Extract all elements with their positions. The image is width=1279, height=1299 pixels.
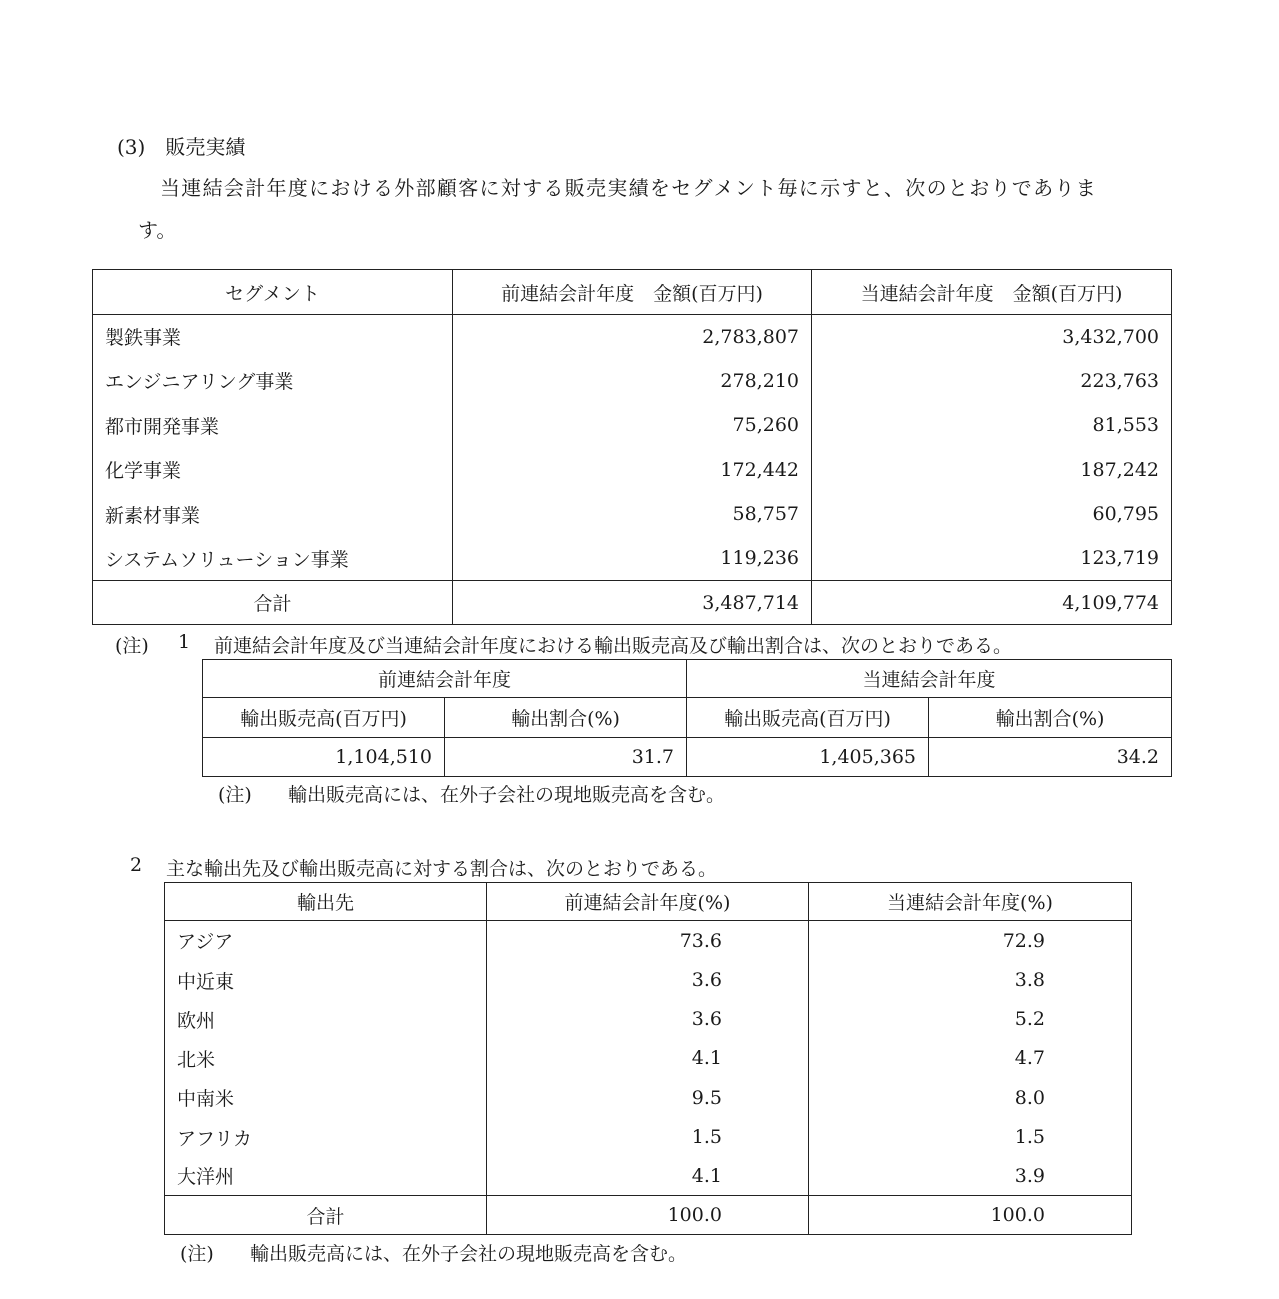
table-row: [203, 738, 1172, 777]
total-curr-amount: 4,109,774: [812, 581, 1172, 625]
table-row: [165, 1000, 1132, 1039]
export-ratio-curr: 34.2: [929, 738, 1172, 777]
segment-name: 都市開発事業: [93, 403, 453, 448]
destination-name: 中南米: [165, 1078, 487, 1118]
table-row: [93, 359, 1172, 403]
prev-pct: 4.1: [487, 1039, 809, 1078]
export-sales-curr: 1,405,365: [687, 738, 929, 777]
dest-note-text: 輸出販売高には、在外子会社の現地販売高を含む。: [250, 1243, 688, 1265]
section-heading: (3) 販売実績: [117, 135, 246, 159]
note1-number: 1: [178, 631, 191, 653]
curr-amount: 123,719: [812, 537, 1172, 581]
dest-note-label: (注): [180, 1243, 214, 1265]
note1-text: 前連結会計年度及び当連結会計年度における輸出販売高及び輸出割合は、次のとおりである。: [214, 635, 1013, 657]
export-note-text: 輸出販売高には、在外子会社の現地販売高を含む。: [288, 784, 726, 806]
export-note-label: (注): [218, 784, 252, 806]
total-prev-amount: 3,487,714: [453, 581, 812, 625]
destination-name: 大洋州: [165, 1157, 487, 1196]
note2-number: 2: [130, 854, 143, 876]
prev-pct: 4.1: [487, 1157, 809, 1196]
export-ratio-header-curr: 輸出割合(%): [929, 698, 1172, 738]
table-row: [165, 921, 1132, 961]
curr-pct: 1.5: [809, 1118, 1132, 1157]
destination-table: [164, 882, 1132, 1235]
table-row: [93, 537, 1172, 581]
curr-amount: 81,553: [812, 403, 1172, 448]
header-prev-year-amount: 前連結会計年度 金額(百万円): [453, 270, 812, 315]
segment-name: システムソリューション事業: [93, 537, 453, 581]
segment-name: 新素材事業: [93, 492, 453, 537]
export-curr-year-header: 当連結会計年度: [687, 660, 1172, 698]
total-label: 合計: [165, 1196, 487, 1235]
table-row: [93, 492, 1172, 537]
prev-pct: 1.5: [487, 1118, 809, 1157]
curr-pct: 4.7: [809, 1039, 1132, 1078]
total-row: [93, 581, 1172, 625]
table-row: [93, 315, 1172, 359]
header-curr-year-amount: 当連結会計年度 金額(百万円): [812, 270, 1172, 315]
table-row: [165, 1157, 1132, 1196]
curr-amount: 187,242: [812, 448, 1172, 492]
prev-amount: 172,442: [453, 448, 812, 492]
curr-pct: 8.0: [809, 1078, 1132, 1118]
export-sales-prev: 1,104,510: [203, 738, 445, 777]
table-row: [165, 1039, 1132, 1078]
prev-pct: 9.5: [487, 1078, 809, 1118]
table-row: [93, 448, 1172, 492]
destination-name: 中近東: [165, 961, 487, 1000]
export-table: [202, 659, 1172, 777]
prev-pct: 3.6: [487, 1000, 809, 1039]
header-segment: セグメント: [93, 270, 453, 315]
prev-amount: 119,236: [453, 537, 812, 581]
segment-name: エンジニアリング事業: [93, 359, 453, 403]
total-row: [165, 1196, 1132, 1235]
export-ratio-header-prev: 輸出割合(%): [445, 698, 687, 738]
prev-amount: 75,260: [453, 403, 812, 448]
curr-pct: 72.9: [809, 921, 1132, 961]
curr-amount: 3,432,700: [812, 315, 1172, 359]
total-prev-pct: 100.0: [487, 1196, 809, 1235]
prev-amount: 278,210: [453, 359, 812, 403]
curr-amount: 60,795: [812, 492, 1172, 537]
table-row: [93, 403, 1172, 448]
total-curr-pct: 100.0: [809, 1196, 1132, 1235]
note2-text: 主な輸出先及び輸出販売高に対する割合は、次のとおりである。: [166, 858, 718, 880]
header-prev-year-pct: 前連結会計年度(%): [487, 883, 809, 921]
prev-amount: 2,783,807: [453, 315, 812, 359]
curr-pct: 3.8: [809, 961, 1132, 1000]
table-row: [165, 961, 1132, 1000]
sales-table: [92, 269, 1172, 625]
export-prev-year-header: 前連結会計年度: [203, 660, 687, 698]
prev-pct: 3.6: [487, 961, 809, 1000]
curr-pct: 3.9: [809, 1157, 1132, 1196]
segment-name: 化学事業: [93, 448, 453, 492]
segment-name: 製鉄事業: [93, 315, 453, 359]
destination-name: 北米: [165, 1039, 487, 1078]
export-sales-header-curr: 輸出販売高(百万円): [687, 698, 929, 738]
destination-name: アフリカ: [165, 1118, 487, 1157]
destination-name: アジア: [165, 921, 487, 961]
curr-amount: 223,763: [812, 359, 1172, 403]
total-label: 合計: [93, 581, 453, 625]
destination-name: 欧州: [165, 1000, 487, 1039]
header-curr-year-pct: 当連結会計年度(%): [809, 883, 1132, 921]
note1-label: (注): [115, 635, 149, 657]
table-row: [165, 1078, 1132, 1118]
intro-text-line1: 当連結会計年度における外部顧客に対する販売実績をセグメント毎に示すと、次のとおりでありま: [160, 176, 1097, 200]
table-row: [165, 1118, 1132, 1157]
prev-amount: 58,757: [453, 492, 812, 537]
curr-pct: 5.2: [809, 1000, 1132, 1039]
export-sales-header-prev: 輸出販売高(百万円): [203, 698, 445, 738]
export-ratio-prev: 31.7: [445, 738, 687, 777]
header-destination: 輸出先: [165, 883, 487, 921]
intro-text-line2: す。: [138, 218, 177, 242]
prev-pct: 73.6: [487, 921, 809, 961]
